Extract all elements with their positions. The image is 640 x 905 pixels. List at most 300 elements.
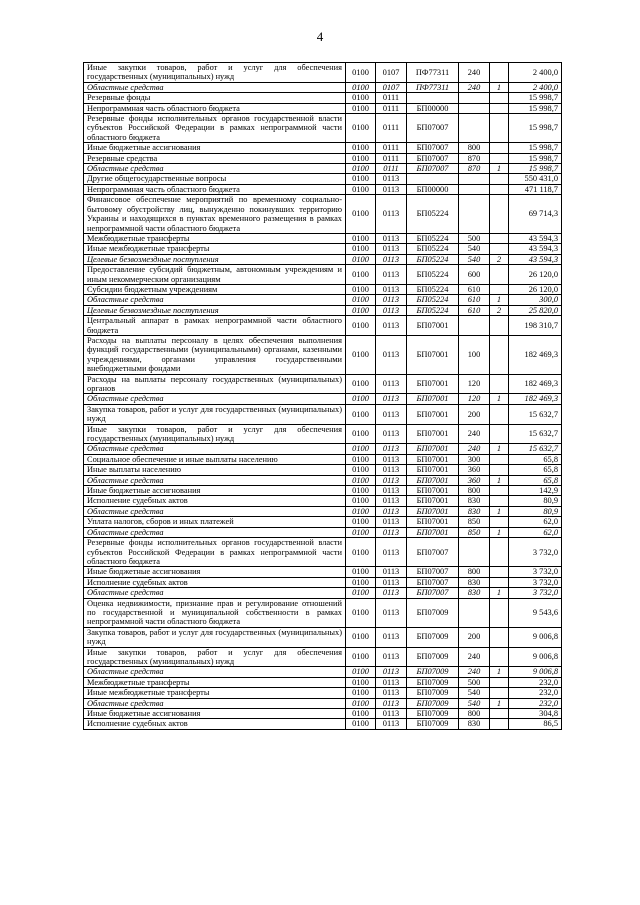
table-row	[84, 698, 562, 708]
row-subsection-code: 0113	[376, 647, 407, 667]
row-funding-source-code	[490, 677, 509, 687]
row-expense-type-code	[459, 174, 490, 184]
row-expense-type-code	[459, 93, 490, 103]
table-row	[84, 153, 562, 163]
row-amount: 3 732,0	[509, 588, 562, 598]
row-name: Иные закупки товаров, работ и услуг для обеспечения государственных (муниципальных) нужд	[84, 424, 346, 444]
row-expense-type-code: 830	[459, 588, 490, 598]
row-funding-source-code	[490, 598, 509, 627]
row-expense-type-code: 100	[459, 335, 490, 374]
row-name: Иные бюджетные ассигнования	[84, 143, 346, 153]
row-expense-type-code: 200	[459, 627, 490, 647]
row-name: Центральный аппарат в рамках непрограммной части областного бюджета	[84, 316, 346, 336]
row-amount: 232,0	[509, 688, 562, 698]
row-amount: 62,0	[509, 517, 562, 527]
row-funding-source-code	[490, 103, 509, 113]
row-subsection-code: 0113	[376, 374, 407, 394]
row-funding-source-code	[490, 647, 509, 667]
row-name: Уплата налогов, сборов и иных платежей	[84, 517, 346, 527]
budget-table-body	[84, 63, 562, 730]
row-target-article-code: БП07007	[407, 588, 459, 598]
row-funding-source-code	[490, 627, 509, 647]
row-name: Резервные фонды исполнительных органов государственной власти субъектов Российской Федерации в рамках непрограммной части областного бюджета	[84, 114, 346, 143]
row-expense-type-code: 870	[459, 164, 490, 174]
row-amount: 86,5	[509, 719, 562, 729]
row-subsection-code: 0113	[376, 627, 407, 647]
row-expense-type-code: 360	[459, 465, 490, 475]
row-expense-type-code: 240	[459, 647, 490, 667]
row-expense-type-code: 870	[459, 153, 490, 163]
row-amount: 65,8	[509, 475, 562, 485]
row-funding-source-code: 1	[490, 698, 509, 708]
table-row	[84, 688, 562, 698]
row-expense-type-code: 540	[459, 254, 490, 264]
table-row	[84, 404, 562, 424]
row-funding-source-code	[490, 486, 509, 496]
row-section-code: 0100	[346, 567, 376, 577]
row-name: Расходы на выплаты персоналу в целях обеспечения выполнения функций государственными (муниципальными) органами, казенными учреждениями, органами управления государственными внебюджетными фондами	[84, 335, 346, 374]
row-section-code: 0100	[346, 647, 376, 667]
table-row	[84, 374, 562, 394]
row-expense-type-code: 850	[459, 527, 490, 537]
table-row	[84, 114, 562, 143]
row-target-article-code: БП07001	[407, 496, 459, 506]
row-funding-source-code	[490, 143, 509, 153]
table-row	[84, 305, 562, 315]
row-funding-source-code: 2	[490, 254, 509, 264]
row-subsection-code: 0111	[376, 164, 407, 174]
row-name: Иные бюджетные ассигнования	[84, 709, 346, 719]
row-amount: 15 998,7	[509, 164, 562, 174]
row-funding-source-code	[490, 114, 509, 143]
row-name: Субсидии бюджетным учреждениям	[84, 284, 346, 294]
row-funding-source-code: 1	[490, 295, 509, 305]
row-section-code: 0100	[346, 93, 376, 103]
row-section-code: 0100	[346, 688, 376, 698]
row-expense-type-code: 240	[459, 667, 490, 677]
row-target-article-code: БП07009	[407, 647, 459, 667]
row-name: Непрограммная часть областного бюджета	[84, 184, 346, 194]
row-subsection-code: 0113	[376, 444, 407, 454]
row-subsection-code: 0113	[376, 305, 407, 315]
row-section-code: 0100	[346, 667, 376, 677]
table-row	[84, 496, 562, 506]
table-row	[84, 335, 562, 374]
row-expense-type-code: 240	[459, 63, 490, 83]
row-subsection-code: 0113	[376, 577, 407, 587]
row-target-article-code: БП07009	[407, 688, 459, 698]
table-row	[84, 667, 562, 677]
row-subsection-code: 0113	[376, 677, 407, 687]
row-funding-source-code: 1	[490, 667, 509, 677]
row-subsection-code: 0113	[376, 295, 407, 305]
row-section-code: 0100	[346, 244, 376, 254]
row-section-code: 0100	[346, 486, 376, 496]
table-row	[84, 244, 562, 254]
row-subsection-code: 0113	[376, 486, 407, 496]
row-section-code: 0100	[346, 305, 376, 315]
row-target-article-code: БП07001	[407, 527, 459, 537]
budget-table	[83, 62, 562, 730]
row-section-code: 0100	[346, 265, 376, 285]
row-expense-type-code: 200	[459, 404, 490, 424]
row-funding-source-code: 1	[490, 527, 509, 537]
row-name: Иные межбюджетные трансферты	[84, 244, 346, 254]
row-amount: 15 998,7	[509, 153, 562, 163]
row-amount: 9 006,8	[509, 647, 562, 667]
row-amount: 182 469,3	[509, 394, 562, 404]
table-row	[84, 454, 562, 464]
row-name: Иные закупки товаров, работ и услуг для обеспечения государственных (муниципальных) нужд	[84, 647, 346, 667]
row-amount: 69 714,3	[509, 195, 562, 234]
row-section-code: 0100	[346, 164, 376, 174]
row-expense-type-code: 240	[459, 82, 490, 92]
row-target-article-code: БП05224	[407, 265, 459, 285]
row-section-code: 0100	[346, 394, 376, 404]
row-subsection-code: 0113	[376, 184, 407, 194]
row-subsection-code: 0113	[376, 527, 407, 537]
row-expense-type-code: 850	[459, 517, 490, 527]
row-expense-type-code: 800	[459, 486, 490, 496]
row-name: Исполнение судебных актов	[84, 577, 346, 587]
row-section-code: 0100	[346, 709, 376, 719]
row-subsection-code: 0111	[376, 153, 407, 163]
table-row	[84, 506, 562, 516]
table-row	[84, 517, 562, 527]
row-funding-source-code	[490, 719, 509, 729]
row-expense-type-code: 800	[459, 709, 490, 719]
row-subsection-code: 0113	[376, 233, 407, 243]
row-name: Исполнение судебных актов	[84, 496, 346, 506]
table-row	[84, 577, 562, 587]
row-name: Расходы на выплаты персоналу государственных (муниципальных) органов	[84, 374, 346, 394]
table-row	[84, 677, 562, 687]
row-target-article-code: БП05224	[407, 195, 459, 234]
row-target-article-code: БП07009	[407, 698, 459, 708]
row-section-code: 0100	[346, 506, 376, 516]
row-target-article-code: БП05224	[407, 305, 459, 315]
row-section-code: 0100	[346, 454, 376, 464]
row-target-article-code: БП07001	[407, 316, 459, 336]
row-section-code: 0100	[346, 295, 376, 305]
row-amount: 15 998,7	[509, 114, 562, 143]
table-row	[84, 598, 562, 627]
table-row	[84, 527, 562, 537]
row-name: Резервные средства	[84, 153, 346, 163]
row-amount: 80,9	[509, 506, 562, 516]
table-row	[84, 63, 562, 83]
row-funding-source-code	[490, 688, 509, 698]
row-target-article-code: БП05224	[407, 233, 459, 243]
row-section-code: 0100	[346, 577, 376, 587]
table-row	[84, 486, 562, 496]
row-name: Финансовое обеспечение мероприятий по временному социально-бытовому обустройству лиц, вынужденно покинувших территорию Украины и находящихся в пунктах временного размещения в рамках непрограммной части областного бюджета	[84, 195, 346, 234]
row-name: Исполнение судебных актов	[84, 719, 346, 729]
row-subsection-code: 0113	[376, 506, 407, 516]
row-section-code: 0100	[346, 698, 376, 708]
row-funding-source-code	[490, 265, 509, 285]
row-target-article-code: БП07001	[407, 517, 459, 527]
table-row	[84, 647, 562, 667]
row-amount: 15 998,7	[509, 143, 562, 153]
row-section-code: 0100	[346, 627, 376, 647]
row-funding-source-code	[490, 153, 509, 163]
row-target-article-code: БП07007	[407, 577, 459, 587]
row-subsection-code: 0113	[376, 698, 407, 708]
row-target-article-code: БП07001	[407, 404, 459, 424]
row-expense-type-code: 610	[459, 284, 490, 294]
table-row	[84, 164, 562, 174]
row-section-code: 0100	[346, 103, 376, 113]
row-name: Областные средства	[84, 527, 346, 537]
row-subsection-code: 0113	[376, 195, 407, 234]
row-name: Социальное обеспечение и иные выплаты населению	[84, 454, 346, 464]
row-funding-source-code	[490, 63, 509, 83]
row-section-code: 0100	[346, 538, 376, 567]
row-target-article-code: ПФ77311	[407, 63, 459, 83]
row-subsection-code: 0113	[376, 465, 407, 475]
table-row	[84, 265, 562, 285]
row-expense-type-code: 240	[459, 424, 490, 444]
row-expense-type-code	[459, 184, 490, 194]
row-amount: 9 006,8	[509, 667, 562, 677]
row-target-article-code: БП07007	[407, 153, 459, 163]
row-target-article-code: БП07001	[407, 335, 459, 374]
row-subsection-code: 0111	[376, 93, 407, 103]
row-funding-source-code	[490, 184, 509, 194]
row-funding-source-code	[490, 517, 509, 527]
row-funding-source-code: 1	[490, 444, 509, 454]
row-section-code: 0100	[346, 184, 376, 194]
table-row	[84, 424, 562, 444]
row-expense-type-code: 800	[459, 567, 490, 577]
row-name: Резервные фонды исполнительных органов государственной власти субъектов Российской Федерации в рамках непрограммной части областного бюджета	[84, 538, 346, 567]
row-funding-source-code	[490, 709, 509, 719]
row-section-code: 0100	[346, 153, 376, 163]
table-row	[84, 709, 562, 719]
table-row	[84, 538, 562, 567]
row-section-code: 0100	[346, 444, 376, 454]
row-name: Межбюджетные трансферты	[84, 233, 346, 243]
table-row	[84, 143, 562, 153]
row-name: Резервные фонды	[84, 93, 346, 103]
row-target-article-code: БП07009	[407, 598, 459, 627]
row-expense-type-code: 120	[459, 394, 490, 404]
row-funding-source-code: 2	[490, 305, 509, 315]
table-row	[84, 567, 562, 577]
row-subsection-code: 0113	[376, 598, 407, 627]
row-expense-type-code	[459, 103, 490, 113]
row-subsection-code: 0107	[376, 63, 407, 83]
row-funding-source-code: 1	[490, 82, 509, 92]
table-row	[84, 475, 562, 485]
row-subsection-code: 0113	[376, 454, 407, 464]
row-target-article-code: БП07009	[407, 667, 459, 677]
row-expense-type-code	[459, 114, 490, 143]
row-section-code: 0100	[346, 233, 376, 243]
row-name: Непрограммная часть областного бюджета	[84, 103, 346, 113]
row-amount: 304,8	[509, 709, 562, 719]
row-funding-source-code: 1	[490, 475, 509, 485]
row-funding-source-code	[490, 465, 509, 475]
row-amount: 182 469,3	[509, 335, 562, 374]
row-target-article-code: БП07009	[407, 677, 459, 687]
table-row	[84, 82, 562, 92]
row-amount: 80,9	[509, 496, 562, 506]
row-subsection-code: 0113	[376, 316, 407, 336]
row-target-article-code: БП05224	[407, 284, 459, 294]
row-subsection-code: 0113	[376, 496, 407, 506]
row-funding-source-code	[490, 567, 509, 577]
row-section-code: 0100	[346, 374, 376, 394]
row-funding-source-code: 1	[490, 588, 509, 598]
row-subsection-code: 0113	[376, 709, 407, 719]
row-section-code: 0100	[346, 517, 376, 527]
row-target-article-code: БП07001	[407, 486, 459, 496]
row-section-code: 0100	[346, 719, 376, 729]
row-section-code: 0100	[346, 424, 376, 444]
row-expense-type-code: 830	[459, 496, 490, 506]
row-subsection-code: 0111	[376, 103, 407, 113]
row-section-code: 0100	[346, 598, 376, 627]
row-target-article-code: БП07001	[407, 454, 459, 464]
row-section-code: 0100	[346, 114, 376, 143]
row-name: Закупка товаров, работ и услуг для государственных (муниципальных) нужд	[84, 627, 346, 647]
row-subsection-code: 0113	[376, 394, 407, 404]
row-expense-type-code: 610	[459, 295, 490, 305]
row-amount: 15 998,7	[509, 103, 562, 113]
row-amount: 3 732,0	[509, 567, 562, 577]
row-expense-type-code: 500	[459, 233, 490, 243]
row-name: Областные средства	[84, 698, 346, 708]
row-expense-type-code: 600	[459, 265, 490, 285]
row-expense-type-code: 610	[459, 305, 490, 315]
table-row	[84, 444, 562, 454]
table-row	[84, 588, 562, 598]
row-target-article-code: БП07001	[407, 374, 459, 394]
table-row	[84, 394, 562, 404]
row-expense-type-code: 240	[459, 444, 490, 454]
row-amount: 2 400,0	[509, 82, 562, 92]
row-subsection-code: 0113	[376, 688, 407, 698]
table-row	[84, 184, 562, 194]
row-expense-type-code	[459, 316, 490, 336]
row-expense-type-code	[459, 598, 490, 627]
row-target-article-code: БП05224	[407, 254, 459, 264]
row-section-code: 0100	[346, 677, 376, 687]
row-name: Межбюджетные трансферты	[84, 677, 346, 687]
row-name: Оценка недвижимости, признание прав и регулирование отношений по государственной и муниципальной собственности в рамках непрограммной части областного бюджета	[84, 598, 346, 627]
row-expense-type-code: 300	[459, 454, 490, 464]
row-expense-type-code: 830	[459, 577, 490, 587]
table-row	[84, 233, 562, 243]
row-name: Иные бюджетные ассигнования	[84, 486, 346, 496]
row-subsection-code: 0113	[376, 335, 407, 374]
row-name: Предоставление субсидий бюджетным, автономным учреждениям и иным некоммерческим организациям	[84, 265, 346, 285]
row-funding-source-code	[490, 174, 509, 184]
row-amount: 471 118,7	[509, 184, 562, 194]
row-section-code: 0100	[346, 254, 376, 264]
table-row	[84, 93, 562, 103]
row-amount: 26 120,0	[509, 265, 562, 285]
row-subsection-code: 0113	[376, 424, 407, 444]
row-amount: 65,8	[509, 465, 562, 475]
row-section-code: 0100	[346, 404, 376, 424]
row-amount: 9 543,6	[509, 598, 562, 627]
row-amount: 232,0	[509, 677, 562, 687]
row-expense-type-code: 800	[459, 143, 490, 153]
row-funding-source-code	[490, 454, 509, 464]
row-expense-type-code: 540	[459, 244, 490, 254]
row-expense-type-code: 830	[459, 719, 490, 729]
row-funding-source-code	[490, 374, 509, 394]
row-name: Целевые безвозмездные поступления	[84, 254, 346, 264]
row-amount: 15 998,7	[509, 93, 562, 103]
row-subsection-code: 0113	[376, 588, 407, 598]
row-funding-source-code	[490, 577, 509, 587]
row-amount: 43 594,3	[509, 254, 562, 264]
table-row	[84, 103, 562, 113]
row-subsection-code: 0111	[376, 143, 407, 153]
row-target-article-code: БП07001	[407, 506, 459, 516]
table-row	[84, 719, 562, 729]
row-target-article-code	[407, 93, 459, 103]
row-subsection-code: 0113	[376, 719, 407, 729]
row-funding-source-code	[490, 195, 509, 234]
row-subsection-code: 0113	[376, 254, 407, 264]
row-target-article-code: БП07001	[407, 424, 459, 444]
table-row	[84, 465, 562, 475]
row-name: Иные выплаты населению	[84, 465, 346, 475]
row-amount: 43 594,3	[509, 244, 562, 254]
row-target-article-code: БП07009	[407, 627, 459, 647]
row-target-article-code: БП00000	[407, 184, 459, 194]
row-target-article-code: БП05224	[407, 295, 459, 305]
row-amount: 26 120,0	[509, 284, 562, 294]
row-amount: 9 006,8	[509, 627, 562, 647]
row-expense-type-code: 830	[459, 506, 490, 516]
row-name: Иные закупки товаров, работ и услуг для обеспечения государственных (муниципальных) нужд	[84, 63, 346, 83]
row-name: Областные средства	[84, 295, 346, 305]
row-name: Областные средства	[84, 506, 346, 516]
row-name: Закупка товаров, работ и услуг для государственных (муниципальных) нужд	[84, 404, 346, 424]
row-section-code: 0100	[346, 475, 376, 485]
row-target-article-code: БП07001	[407, 465, 459, 475]
row-name: Областные средства	[84, 444, 346, 454]
table-row	[84, 284, 562, 294]
row-amount: 3 732,0	[509, 577, 562, 587]
table-row	[84, 195, 562, 234]
row-target-article-code: БП05224	[407, 244, 459, 254]
row-target-article-code: БП07001	[407, 394, 459, 404]
row-target-article-code: БП07009	[407, 709, 459, 719]
row-subsection-code: 0113	[376, 244, 407, 254]
row-section-code: 0100	[346, 195, 376, 234]
row-funding-source-code	[490, 93, 509, 103]
row-section-code: 0100	[346, 316, 376, 336]
row-section-code: 0100	[346, 143, 376, 153]
row-target-article-code: БП07009	[407, 719, 459, 729]
row-subsection-code: 0113	[376, 567, 407, 577]
row-target-article-code	[407, 174, 459, 184]
row-name: Областные средства	[84, 667, 346, 677]
row-amount: 15 632,7	[509, 444, 562, 454]
row-section-code: 0100	[346, 174, 376, 184]
row-amount: 198 310,7	[509, 316, 562, 336]
row-name: Иные межбюджетные трансферты	[84, 688, 346, 698]
row-target-article-code: БП07007	[407, 567, 459, 577]
row-amount: 62,0	[509, 527, 562, 537]
